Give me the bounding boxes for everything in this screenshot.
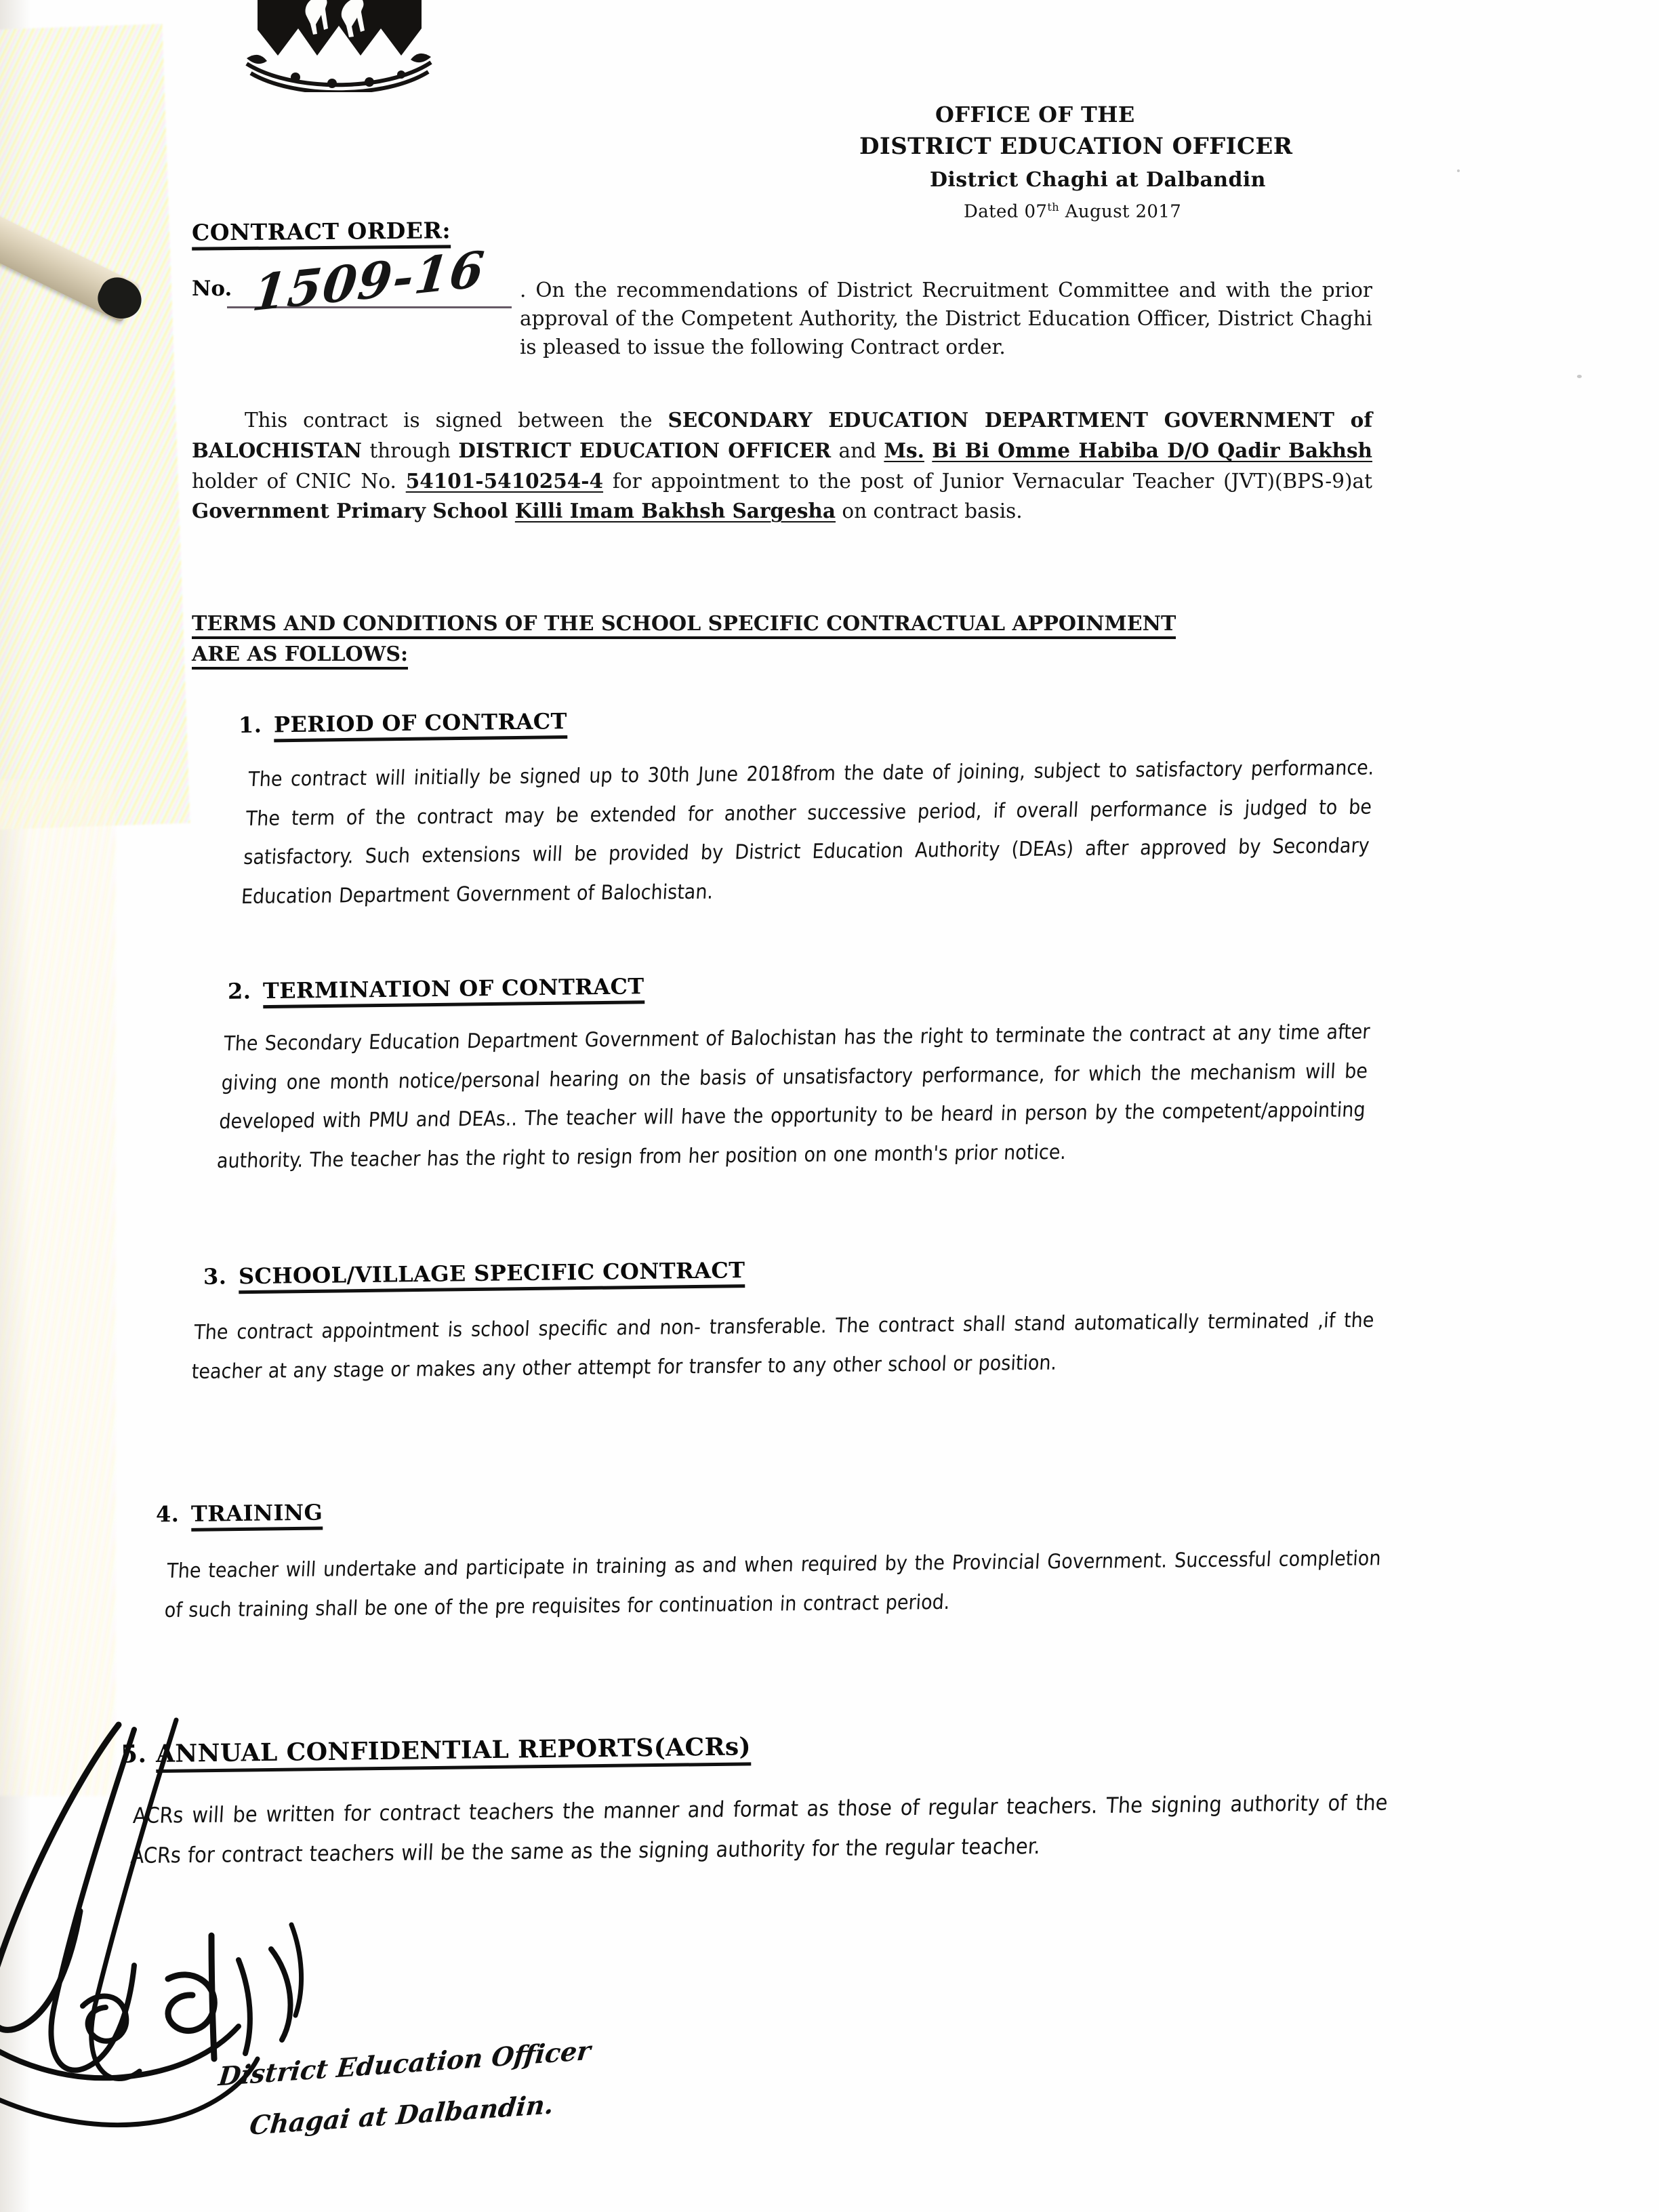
scan-speck	[1577, 375, 1582, 378]
clause-3-title: SCHOOL/VILLAGE SPECIFIC CONTRACT	[239, 1257, 745, 1294]
district-line: District Chaghi at Dalbandin	[930, 168, 1266, 192]
clause-2-body: The Secondary Education Department Government of Balochistan has the right to terminate the contract at any time after giving one month notice/personal hearing on the basis of unsatisfactory performance, for which the mechanism will be developed with PMU and DEAs.. The teacher will have the opportunity to be heard in person by the competent/appointing authority. The teacher has the right to resign from her position on one month's prior notice.	[216, 1020, 1371, 1173]
date-suffix: August 2017	[1059, 201, 1182, 222]
school-prefix: Government Primary School	[192, 499, 515, 523]
clause-1-number: 1.	[238, 712, 262, 738]
cnic-label: holder of CNIC No.	[192, 469, 406, 493]
terms-heading-line-1: TERMS AND CONDITIONS OF THE SCHOOL SPECIFIC CONTRACTUAL APPOINMENT	[192, 612, 1176, 639]
and-connector: and	[831, 438, 884, 462]
parties-lead: This contract is signed between the	[245, 409, 668, 432]
teacher-name: Bi Bi Omme Habiba D/O Qadir Bakhsh	[932, 438, 1372, 462]
contract-order-label: CONTRACT ORDER:	[192, 217, 451, 250]
order-number-label: No.	[192, 276, 232, 301]
clause-5-heading	[121, 1732, 751, 1768]
clause-4-title: TRAINING	[191, 1499, 323, 1531]
through-connector: through	[361, 438, 459, 462]
clause-4-body: The teacher will undertake and participate in training as and when required by the Provincial Government. Successful completion of such training shall be one of the pre requisites for continuation in contract period.	[163, 1547, 1382, 1622]
scanner-color-artifact	[0, 24, 190, 830]
scan-speck	[1457, 169, 1460, 172]
province-name: BALOCHISTAN	[192, 438, 362, 462]
clause-1-body: The contract will initially be signed up to 30th June 2018from the date of joining, subject to satisfactory performance. The term of the contract may be extended for another successive period, if overall performance is judged to be satisfactory. Such extensions will be provided by District Education Authority (DEAs) after approved by Secondary Education Department Government of Balochistan.	[240, 756, 1375, 909]
teacher-title: Ms.	[884, 438, 924, 462]
pen-tip	[0, 187, 140, 323]
cnic-number: 54101-5410254-4	[405, 468, 604, 493]
school-suffix: on contract basis.	[836, 499, 1023, 523]
signature-officer-title: District Education Officer	[217, 2034, 592, 2092]
scanner-color-artifact-lower	[0, 779, 115, 1796]
school-name: Killi Imam Bakhsh Sargesha	[514, 499, 836, 523]
order-intro-text: . On the recommendations of District Recruitment Committee and with the prior approval of the Competent Authority, the District Education Officer, District Chaghi is pleased to issue the following Contract order.	[520, 279, 1372, 359]
clause-4-number: 4.	[155, 1501, 180, 1528]
secondary-education-department: SECONDARY EDUCATION DEPARTMENT GOVERNMENT	[668, 408, 1334, 432]
clause-5-number: 5.	[120, 1740, 147, 1769]
clause-3-heading	[203, 1257, 745, 1290]
clause-5-body: ACRs will be written for contract teachers the manner and format as those of regular teachers. The signing authority of the ACRs for contract teachers will be the same as the signing authority for the regular teacher.	[129, 1789, 1389, 1869]
order-intro-paragraph-first-line	[520, 276, 1372, 362]
document-date	[964, 201, 1181, 223]
date-prefix: Dated 07	[964, 201, 1048, 222]
page-edge-shadow	[0, 0, 31, 2212]
clause-2-number: 2.	[227, 978, 251, 1004]
clause-5-title: ANNUAL CONFIDENTIAL REPORTS(ACRs)	[156, 1732, 752, 1773]
date-ordinal-suffix: th	[1047, 201, 1060, 213]
clause-3-number: 3.	[203, 1263, 227, 1290]
deo-party: DISTRICT EDUCATION OFFICER	[458, 438, 832, 462]
office-title-line: DISTRICT EDUCATION OFFICER	[859, 133, 1293, 160]
terms-and-conditions-heading	[192, 609, 1385, 670]
appointment-text: for appointment to the post of Junior Vernacular Teacher (JVT)(BPS-9)at	[603, 469, 1372, 493]
clause-1-title: PERIOD OF CONTRACT	[274, 708, 567, 742]
government-crest-icon	[230, 0, 447, 92]
of-connector: of	[1334, 408, 1373, 432]
order-number-handwritten: 1509-16	[249, 239, 489, 323]
clause-2-heading	[228, 973, 644, 1004]
signature-officer-location: Chagai at Dalbandin.	[248, 2089, 556, 2141]
terms-heading-line-2: ARE AS FOLLOWS:	[192, 642, 408, 670]
clause-4-heading	[156, 1499, 323, 1527]
clause-3-body: The contract appointment is school specific and non- transferable. The contract shall stand automatically terminated ,if the teacher at any stage or makes any other attempt for transfer to any other school or position.	[190, 1308, 1375, 1384]
clause-2-title: TERMINATION OF CONTRACT	[263, 973, 644, 1008]
clause-1-heading	[239, 708, 567, 738]
office-line: OFFICE OF THE	[935, 102, 1135, 127]
parties-paragraph	[192, 405, 1372, 527]
